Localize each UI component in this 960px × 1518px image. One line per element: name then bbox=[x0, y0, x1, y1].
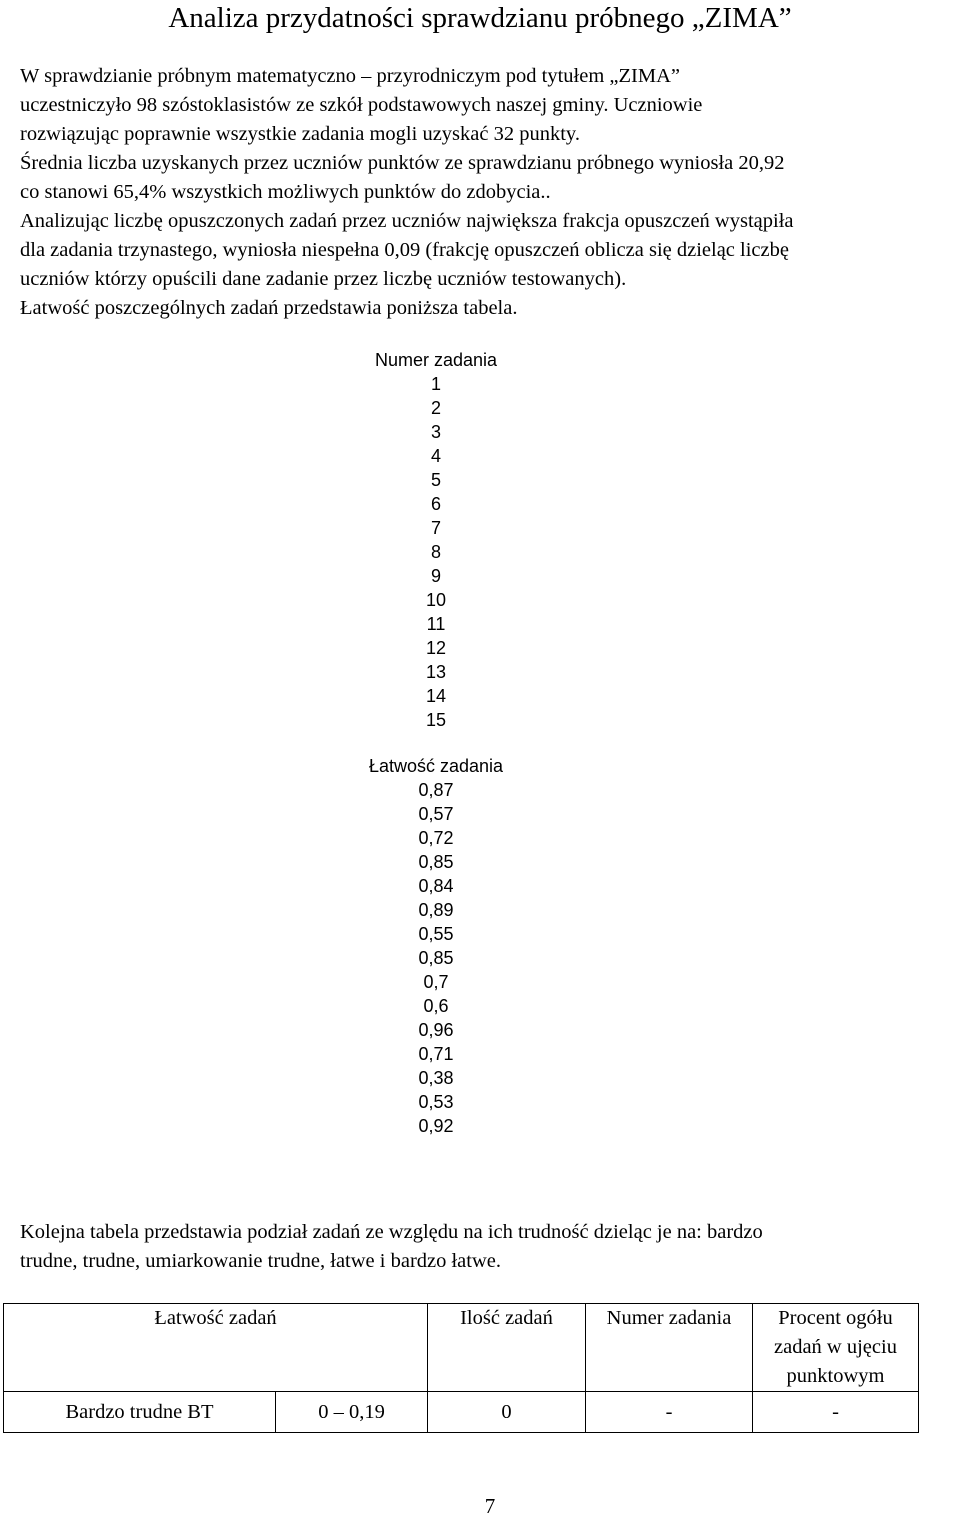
difficulty-table bbox=[3, 1303, 919, 1433]
intro-line: uczestniczyło 98 szóstoklasistów ze szkół podstawowych naszej gminy. Uczniowie bbox=[20, 94, 703, 116]
row-category: Bardzo trudne BT bbox=[4, 1392, 276, 1433]
paragraph-line: Kolejna tabela przedstawia podział zadań ze względu na ich trudność dzieląc je na: bardzo bbox=[20, 1221, 763, 1243]
task-number-cell: 1 bbox=[430, 374, 441, 394]
task-ease-cell: 0,96 bbox=[418, 1020, 454, 1040]
intro-line: rozwiązując poprawnie wszystkie zadania mogli uzyskać 32 punkty. bbox=[20, 123, 580, 145]
task-ease-cell: 0,71 bbox=[418, 1044, 454, 1064]
task-ease-cell: 0,38 bbox=[418, 1068, 454, 1088]
task-ease-cell: 0,7 bbox=[423, 972, 449, 992]
header-percent-label: Procent ogółu zadań w ujęciu punktowym bbox=[774, 1307, 897, 1387]
task-number-cell: 11 bbox=[426, 614, 446, 634]
task-number-cell: 8 bbox=[430, 542, 441, 562]
task-number-cell: 14 bbox=[425, 686, 447, 706]
page-title: Analiza przydatności sprawdzianu próbnego „ZIMA” bbox=[168, 2, 792, 34]
task-number-cell: 12 bbox=[425, 638, 447, 658]
paragraph-line: trudne, trudne, umiarkowanie trudne, łatwe i bardzo łatwe. bbox=[20, 1250, 502, 1272]
intro-line: co stanowi 65,4% wszystkich możliwych punktów do zdobycia.. bbox=[20, 181, 551, 203]
intro-line: Średnia liczba uzyskanych przez uczniów punktów ze sprawdzianu próbnego wyniosła 20,92 bbox=[20, 152, 785, 174]
row-percent: - bbox=[753, 1392, 919, 1433]
intro-line: Łatwość poszczególnych zadań przedstawia poniższa tabela. bbox=[20, 297, 518, 319]
intro-line: Analizując liczbę opuszczonych zadań przez uczniów największa frakcja opuszczeń wystąpiła bbox=[20, 210, 794, 232]
intro-line: dla zadania trzynastego, wyniosła niespełna 0,09 (frakcję opuszczeń oblicza się dzieląc liczbę bbox=[20, 239, 789, 261]
task-number-cell: 2 bbox=[430, 398, 441, 418]
header-task-number: Numer zadania bbox=[586, 1304, 753, 1392]
task-number-cell: 6 bbox=[430, 494, 441, 514]
table-row bbox=[4, 1392, 919, 1433]
task-number-cell: 7 bbox=[430, 518, 441, 538]
task-ease-cell: 0,85 bbox=[418, 852, 454, 872]
task-ease-cell: 0,53 bbox=[418, 1092, 454, 1112]
task-ease-cell: 0,85 bbox=[418, 948, 454, 968]
task-ease-cell: 0,6 bbox=[423, 996, 449, 1016]
task-number-cell: 9 bbox=[430, 566, 441, 586]
task-ease-header: Łatwość zadania bbox=[368, 756, 504, 776]
row-task-number: - bbox=[586, 1392, 753, 1433]
task-ease-cell: 0,72 bbox=[418, 828, 454, 848]
intro-paragraph bbox=[20, 62, 945, 323]
header-ease: Łatwość zadań bbox=[4, 1304, 428, 1392]
difficulty-intro-paragraph bbox=[20, 1218, 945, 1276]
intro-line: W sprawdzianie próbnym matematyczno – przyrodniczym pod tytułem „ZIMA” bbox=[20, 65, 680, 87]
task-ease-cell: 0,55 bbox=[418, 924, 454, 944]
header-count: Ilość zadań bbox=[428, 1304, 586, 1392]
task-ease-cell: 0,87 bbox=[418, 780, 454, 800]
task-number-cell: 13 bbox=[425, 662, 447, 682]
task-ease-cell: 0,57 bbox=[418, 804, 454, 824]
task-ease-cell: 0,89 bbox=[418, 900, 454, 920]
table-header-row bbox=[4, 1304, 919, 1392]
task-number-cell: 5 bbox=[430, 470, 441, 490]
page-number: 7 bbox=[484, 1494, 496, 1518]
task-ease-cell: 0,84 bbox=[418, 876, 454, 896]
task-number-cell: 15 bbox=[425, 710, 447, 730]
task-number-cell: 3 bbox=[430, 422, 441, 442]
task-ease-column bbox=[0, 754, 872, 1138]
task-number-cell: 10 bbox=[425, 590, 447, 610]
task-number-cell: 4 bbox=[430, 446, 441, 466]
task-ease-cell: 0,92 bbox=[418, 1116, 454, 1136]
task-number-column bbox=[0, 348, 872, 732]
header-percent bbox=[753, 1304, 919, 1392]
row-range: 0 – 0,19 bbox=[276, 1392, 428, 1433]
row-count: 0 bbox=[428, 1392, 586, 1433]
intro-line: uczniów którzy opuścili dane zadanie przez liczbę uczniów testowanych). bbox=[20, 268, 627, 290]
task-number-header: Numer zadania bbox=[374, 350, 498, 370]
